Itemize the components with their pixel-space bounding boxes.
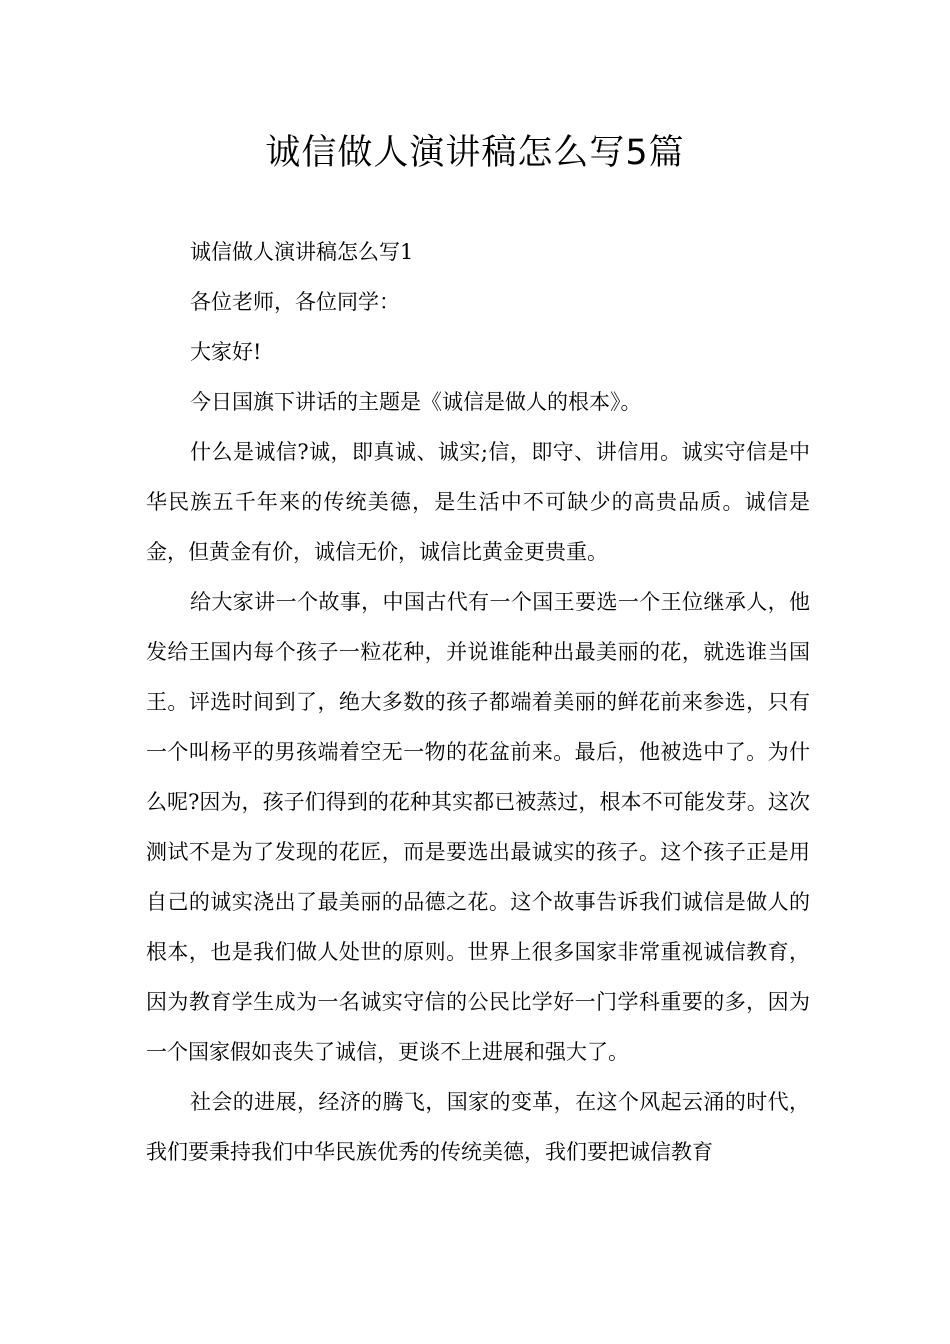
- body-paragraph: 什么是诚信?诚，即真诚、诚实;信，即守、讲信用。诚实守信是中华民族五千年来的传统美德，是生活中不可缺少的高贵品质。诚信是金，但黄金有价，诚信无价，诚信比黄金更贵重。: [146, 440, 810, 564]
- story-paragraph: 给大家讲一个故事，中国古代有一个国王要选一个王位继承人，他发给王国内每个孩子一粒花种，并说谁能种出最美丽的花，就选谁当国王。评选时间到了，绝大多数的孩子都端着美丽的鲜花前来参选，只有一个叫杨平的男孩端着空无一物的花盆前来。最后，他被选中了。为什么呢?因为，孩子们得到的花种其实都已被蒸过，根本不可能发芽。这次测试不是为了发现的花匠，而是要选出最诚实的孩子。这个孩子正是用自己的诚实浇出了最美丽的品德之花。这个故事告诉我们诚信是做人的根本，也是我们做人处世的原则。世界上很多国家非常重视诚信教育，因为教育学生成为一名诚实守信的公民比学好一门学科重要的多，因为一个国家假如丧失了诚信，更谈不上进展和强大了。: [146, 590, 810, 1064]
- body-paragraph: 社会的进展，经济的腾飞，国家的变革，在这个风起云涌的时代，我们要秉持我们中华民族优秀的传统美德，我们要把诚信教育: [146, 1090, 810, 1164]
- salutation: 各位老师，各位同学：: [190, 290, 400, 314]
- document-body: [146, 227, 810, 1177]
- document-title: 诚信做人演讲稿怎么写5篇: [265, 133, 685, 173]
- topic-paragraph: 今日国旗下讲话的主题是《诚信是做人的根本》。: [190, 390, 642, 414]
- section-heading: 诚信做人演讲稿怎么写1: [190, 240, 414, 264]
- greeting: 大家好!: [190, 340, 262, 364]
